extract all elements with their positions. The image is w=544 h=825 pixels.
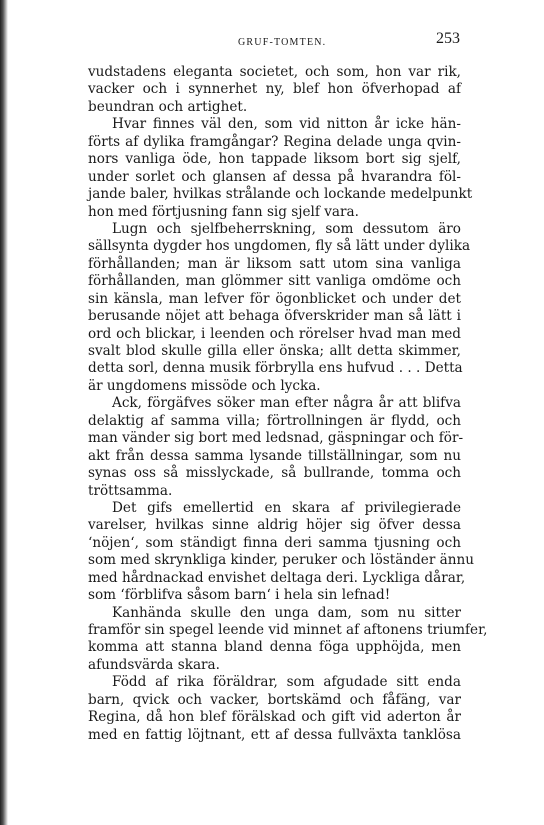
text-line: hon med förtjusning fann sig sjelf vara. [88, 203, 359, 220]
text-line: Kanhända skulle den unga dam, som nu sitter [112, 604, 461, 621]
text-line: man vänder sig bort med ledsnad, gäspningar och för- [88, 430, 464, 447]
text-line: sin känsla, man lefver för ögonblicket och under det [88, 290, 461, 307]
text-line: svalt blod skulle gilla eller önska; allt detta skimmer, [88, 343, 461, 359]
text-line: framför sin spegel leende vid minnet af aftonens triumfer, [88, 622, 488, 638]
text-line: varelser, hvilkas sinne aldrig höjer sig öfver dessa [88, 517, 461, 534]
text-line: sällsynta dygder hos ungdomen, fly så lätt under dylika [88, 238, 471, 255]
text-line: synas oss så misslyckade, så bullrande, tomma och [88, 465, 461, 482]
text-line: jande baler, hvilkas strålande och lockande medelpunkt [88, 186, 473, 203]
text-line: Född af rika föräldrar, som afgudade sitt enda [112, 674, 461, 691]
text-line: är ungdomens missöde och lycka. [88, 377, 321, 394]
text-line: Regina, då hon blef förälskad och gift vid aderton år [88, 709, 461, 726]
text-line: delaktig af samma villa; förtrollningen är flydd, och [88, 412, 461, 429]
text-line: nors vanliga öde, hon tappade liksom bort sig sjelf, [88, 151, 461, 168]
text-line: tröttsamma. [88, 482, 173, 499]
text-line: barn, qvick och vacker, bortskämd och fåfäng, var [88, 691, 461, 708]
text-line: berusande nöjet att behaga öfverskrider man så lätt i [88, 308, 461, 325]
text-line: med hårdnackad envishet deltaga deri. Lyckliga dårar, [88, 569, 466, 586]
text-line: Det gifs emellertid en skara af privilegierade [112, 499, 461, 516]
text-line: Hvar finnes väl den, som vid nitton år icke hän- [112, 116, 461, 133]
running-header [88, 30, 460, 52]
body-text [88, 64, 488, 744]
text-line: ord och blickar, i leenden och rörelser hvad man med [88, 325, 461, 342]
text-line: vudstadens eleganta societet, och som, hon var rik, [88, 64, 461, 80]
text-line: detta sorl, denna musik förbrylla ens hufvud . . . Detta [88, 360, 463, 377]
text-line: akt från dessa samma lysande tillställningar, som nu [88, 447, 461, 464]
text-line: förts af dylika framgångar? Regina delade unga qvin- [88, 133, 461, 150]
page-binding-edge [0, 0, 8, 825]
text-line: med en fattig löjtnant, ett af dessa fullväxta tanklösa [88, 726, 461, 743]
text-line: under sorlet och glansen af dessa på hvarandra föl- [88, 168, 461, 185]
text-line: förhållanden; man är liksom satt utom sina vanliga [88, 255, 461, 272]
text-line: beundran och artighet. [88, 98, 248, 115]
running-title: GRUF-TOMTEN. [238, 37, 327, 48]
text-line: vacker och i synnerhet ny, blef hon öfverhopad af [88, 81, 461, 98]
text-line: som med skrynkliga kinder, peruker och löständer ännu [88, 552, 475, 569]
text-line: förhållanden, man glömmer sitt vanliga omdöme och [88, 273, 461, 290]
text-line: afundsvärda skara. [88, 656, 220, 673]
text-line: ‘nöjen‘, som ständigt finna deri samma tjusning och [88, 534, 461, 551]
text-line: som ‘förblifva såsom barn‘ i hela sin lefnad! [88, 587, 391, 604]
text-line: komma att stanna bland denna föga upphöjda, men [88, 639, 461, 656]
page-number: 253 [436, 30, 460, 47]
text-line: Lugn och sjelfbeherrskning, som dessutom äro [112, 220, 461, 237]
text-line: Ack, förgäfves söker man efter några år att blifva [112, 395, 461, 412]
